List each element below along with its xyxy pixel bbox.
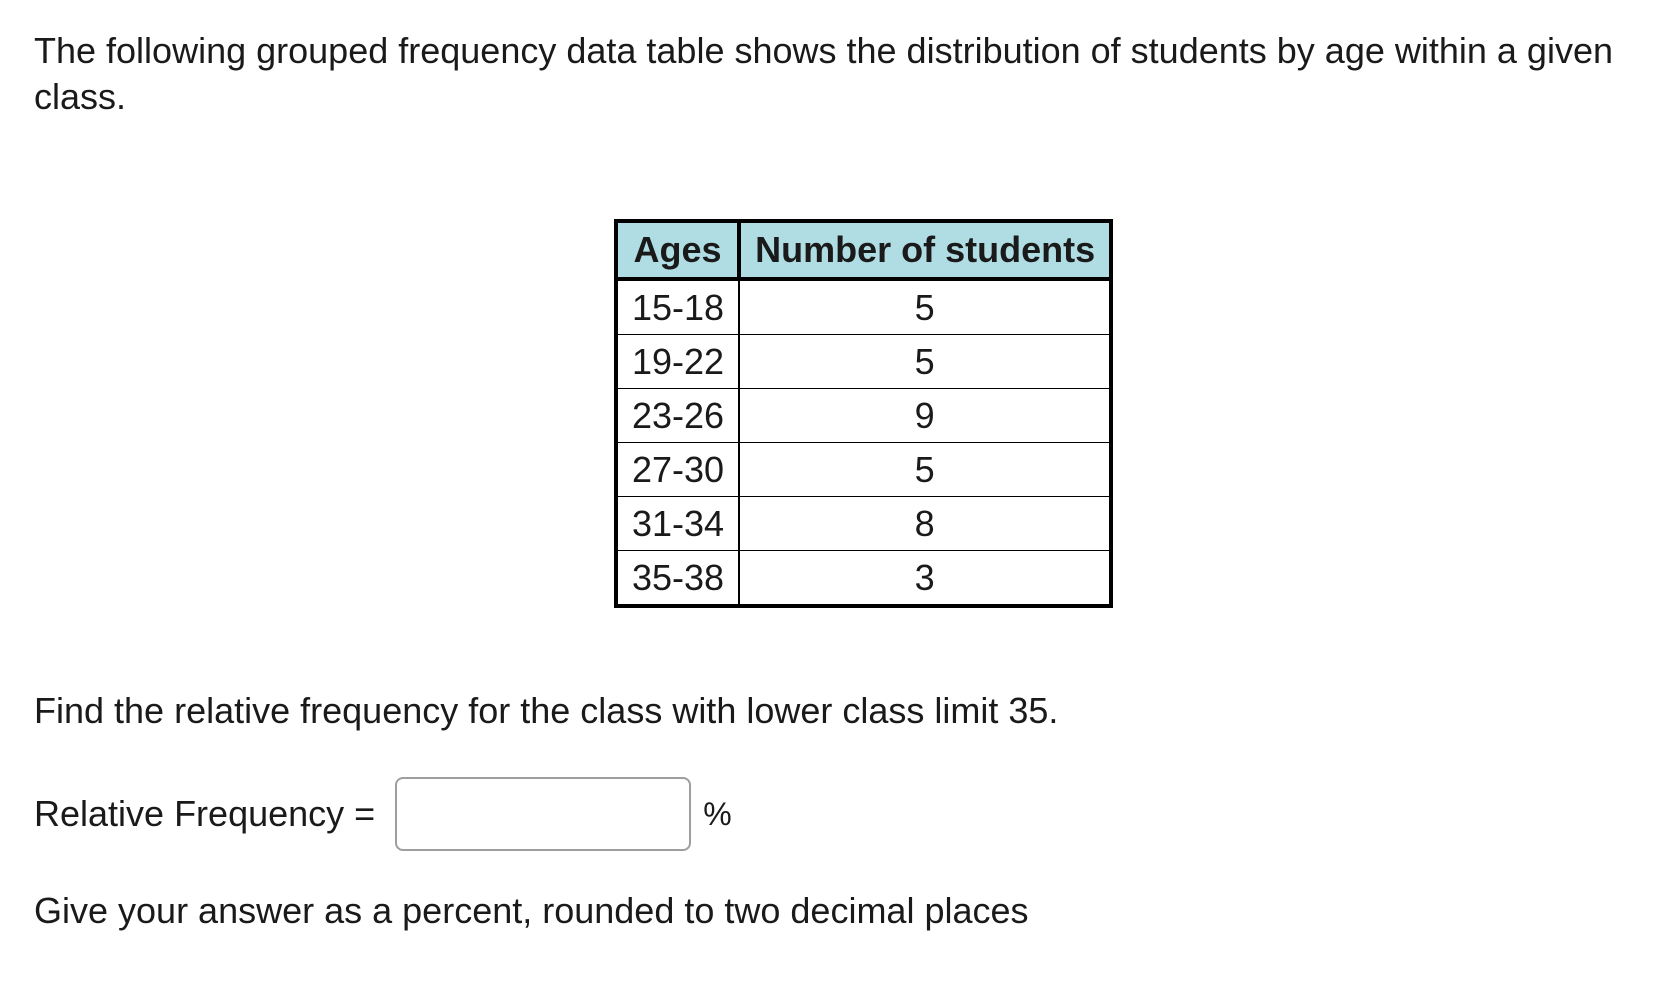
relative-frequency-input[interactable]: [395, 777, 691, 851]
relative-frequency-label: Relative Frequency =: [34, 793, 376, 834]
count-cell: 5: [739, 443, 1111, 497]
instruction-note: Give your answer as a percent, rounded to two decimal places: [34, 890, 1029, 931]
count-cell: 9: [739, 389, 1111, 443]
table-row: [616, 497, 1111, 551]
header-number-of-students: Number of students: [739, 221, 1111, 279]
count-cell: 8: [739, 497, 1111, 551]
age-cell: 23-26: [616, 389, 739, 443]
table-row: [616, 279, 1111, 335]
age-cell: 31-34: [616, 497, 739, 551]
table-row: [616, 551, 1111, 607]
frequency-table: [614, 219, 1113, 608]
intro-text: The following grouped frequency data table shows the distribution of students by age within a given class.: [34, 30, 1613, 117]
table-row: [616, 389, 1111, 443]
table-header-row: [616, 221, 1111, 279]
header-ages: Ages: [616, 221, 739, 279]
age-cell: 27-30: [616, 443, 739, 497]
question-text: Find the relative frequency for the class with lower class limit 35.: [34, 690, 1059, 731]
percent-unit: %: [703, 795, 732, 832]
table-row: [616, 443, 1111, 497]
answer-row: [34, 775, 732, 853]
count-cell: 5: [739, 279, 1111, 335]
count-cell: 3: [739, 551, 1111, 607]
table-row: [616, 335, 1111, 389]
age-cell: 35-38: [616, 551, 739, 607]
age-cell: 19-22: [616, 335, 739, 389]
age-cell: 15-18: [616, 279, 739, 335]
count-cell: 5: [739, 335, 1111, 389]
